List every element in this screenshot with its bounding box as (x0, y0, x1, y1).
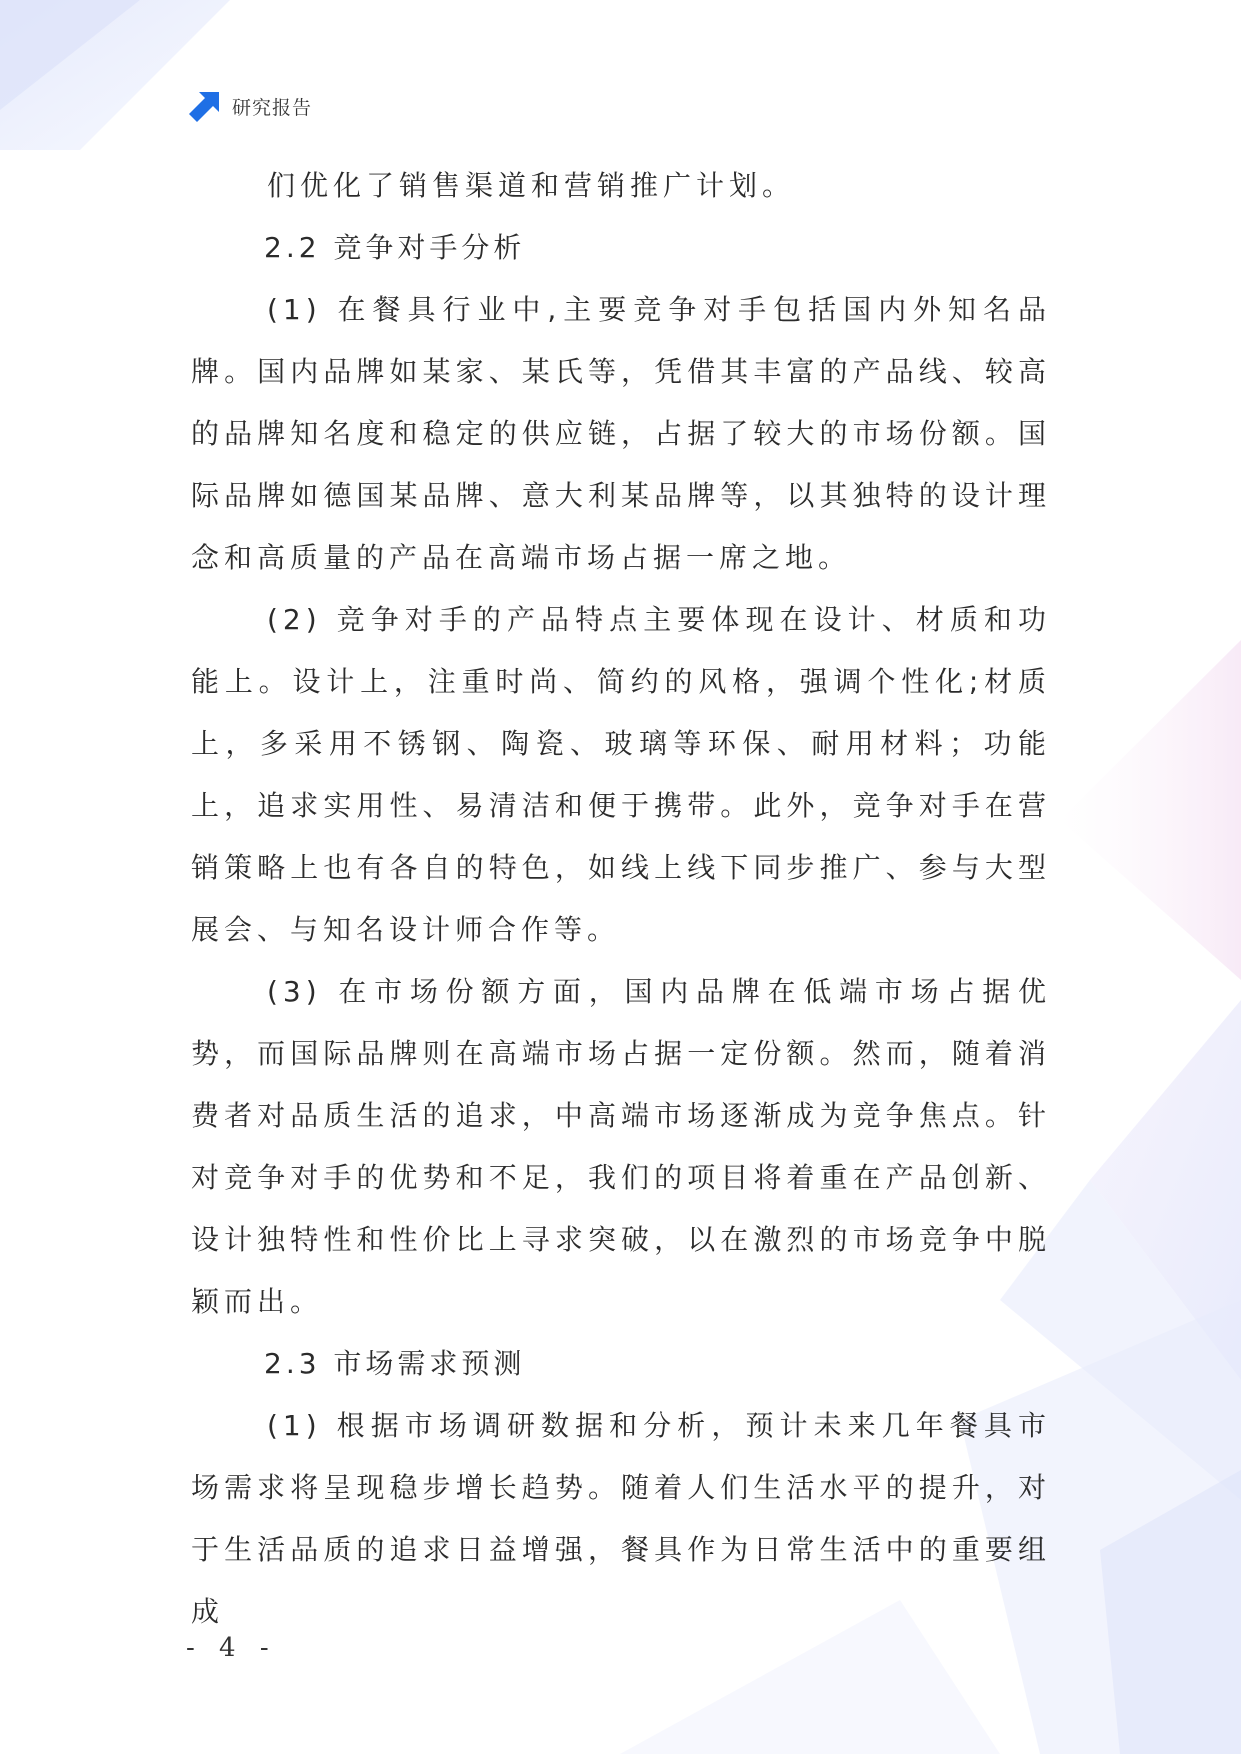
section-heading: 2.3 市场需求预测 (264, 1347, 526, 1380)
paragraph: (1) 根据市场调研数据和分析，预计未来几年餐具市场需求将呈现稳步增长趋势。随着人们生活水平的提升，对于生活品质的追求日益增强，餐具作为日常生活中的重要组成 (191, 1409, 1051, 1628)
paragraph: (3) 在市场份额方面，国内品牌在低端市场占据优势，而国际品牌则在高端市场占据一定份额。然而，随着消费者对品质生活的追求，中高端市场逐渐成为竞争焦点。针对竞争对手的优势和不足，我们的项目将着重在产品创新、设计独特性和性价比上寻求突破，以在激烈的市场竞争中脱颖而出。 (191, 975, 1051, 1318)
paragraph: (2) 竞争对手的产品特点主要体现在设计、材质和功能上。设计上，注重时尚、简约的风格，强调个性化;材质上，多采用不锈钢、陶瓷、玻璃等环保、耐用材料；功能上，追求实用性、易清洁和便于携带。此外，竞争对手在营销策略上也有各自的特色，如线上线下同步推广、参与大型展会、与知名设计师合作等。 (191, 603, 1051, 946)
document-body (191, 155, 1051, 1643)
arrow-up-right-icon (189, 90, 221, 122)
section-heading: 2.2 竞争对手分析 (264, 231, 526, 264)
report-header (189, 90, 312, 122)
header-title: 研究报告 (232, 96, 313, 119)
paragraph: (1) 在餐具行业中,主要竞争对手包括国内外知名品牌。国内品牌如某家、某氏等，凭借其丰富的产品线、较高的品牌知名度和稳定的供应链，占据了较大的市场份额。国际品牌如德国某品牌、意大利某品牌等，以其独特的设计理念和高质量的产品在高端市场占据一席之地。 (191, 293, 1051, 574)
paragraph: 们优化了销售渠道和营销推广计划。 (267, 169, 796, 202)
page-number: - 4 - (186, 1633, 277, 1663)
